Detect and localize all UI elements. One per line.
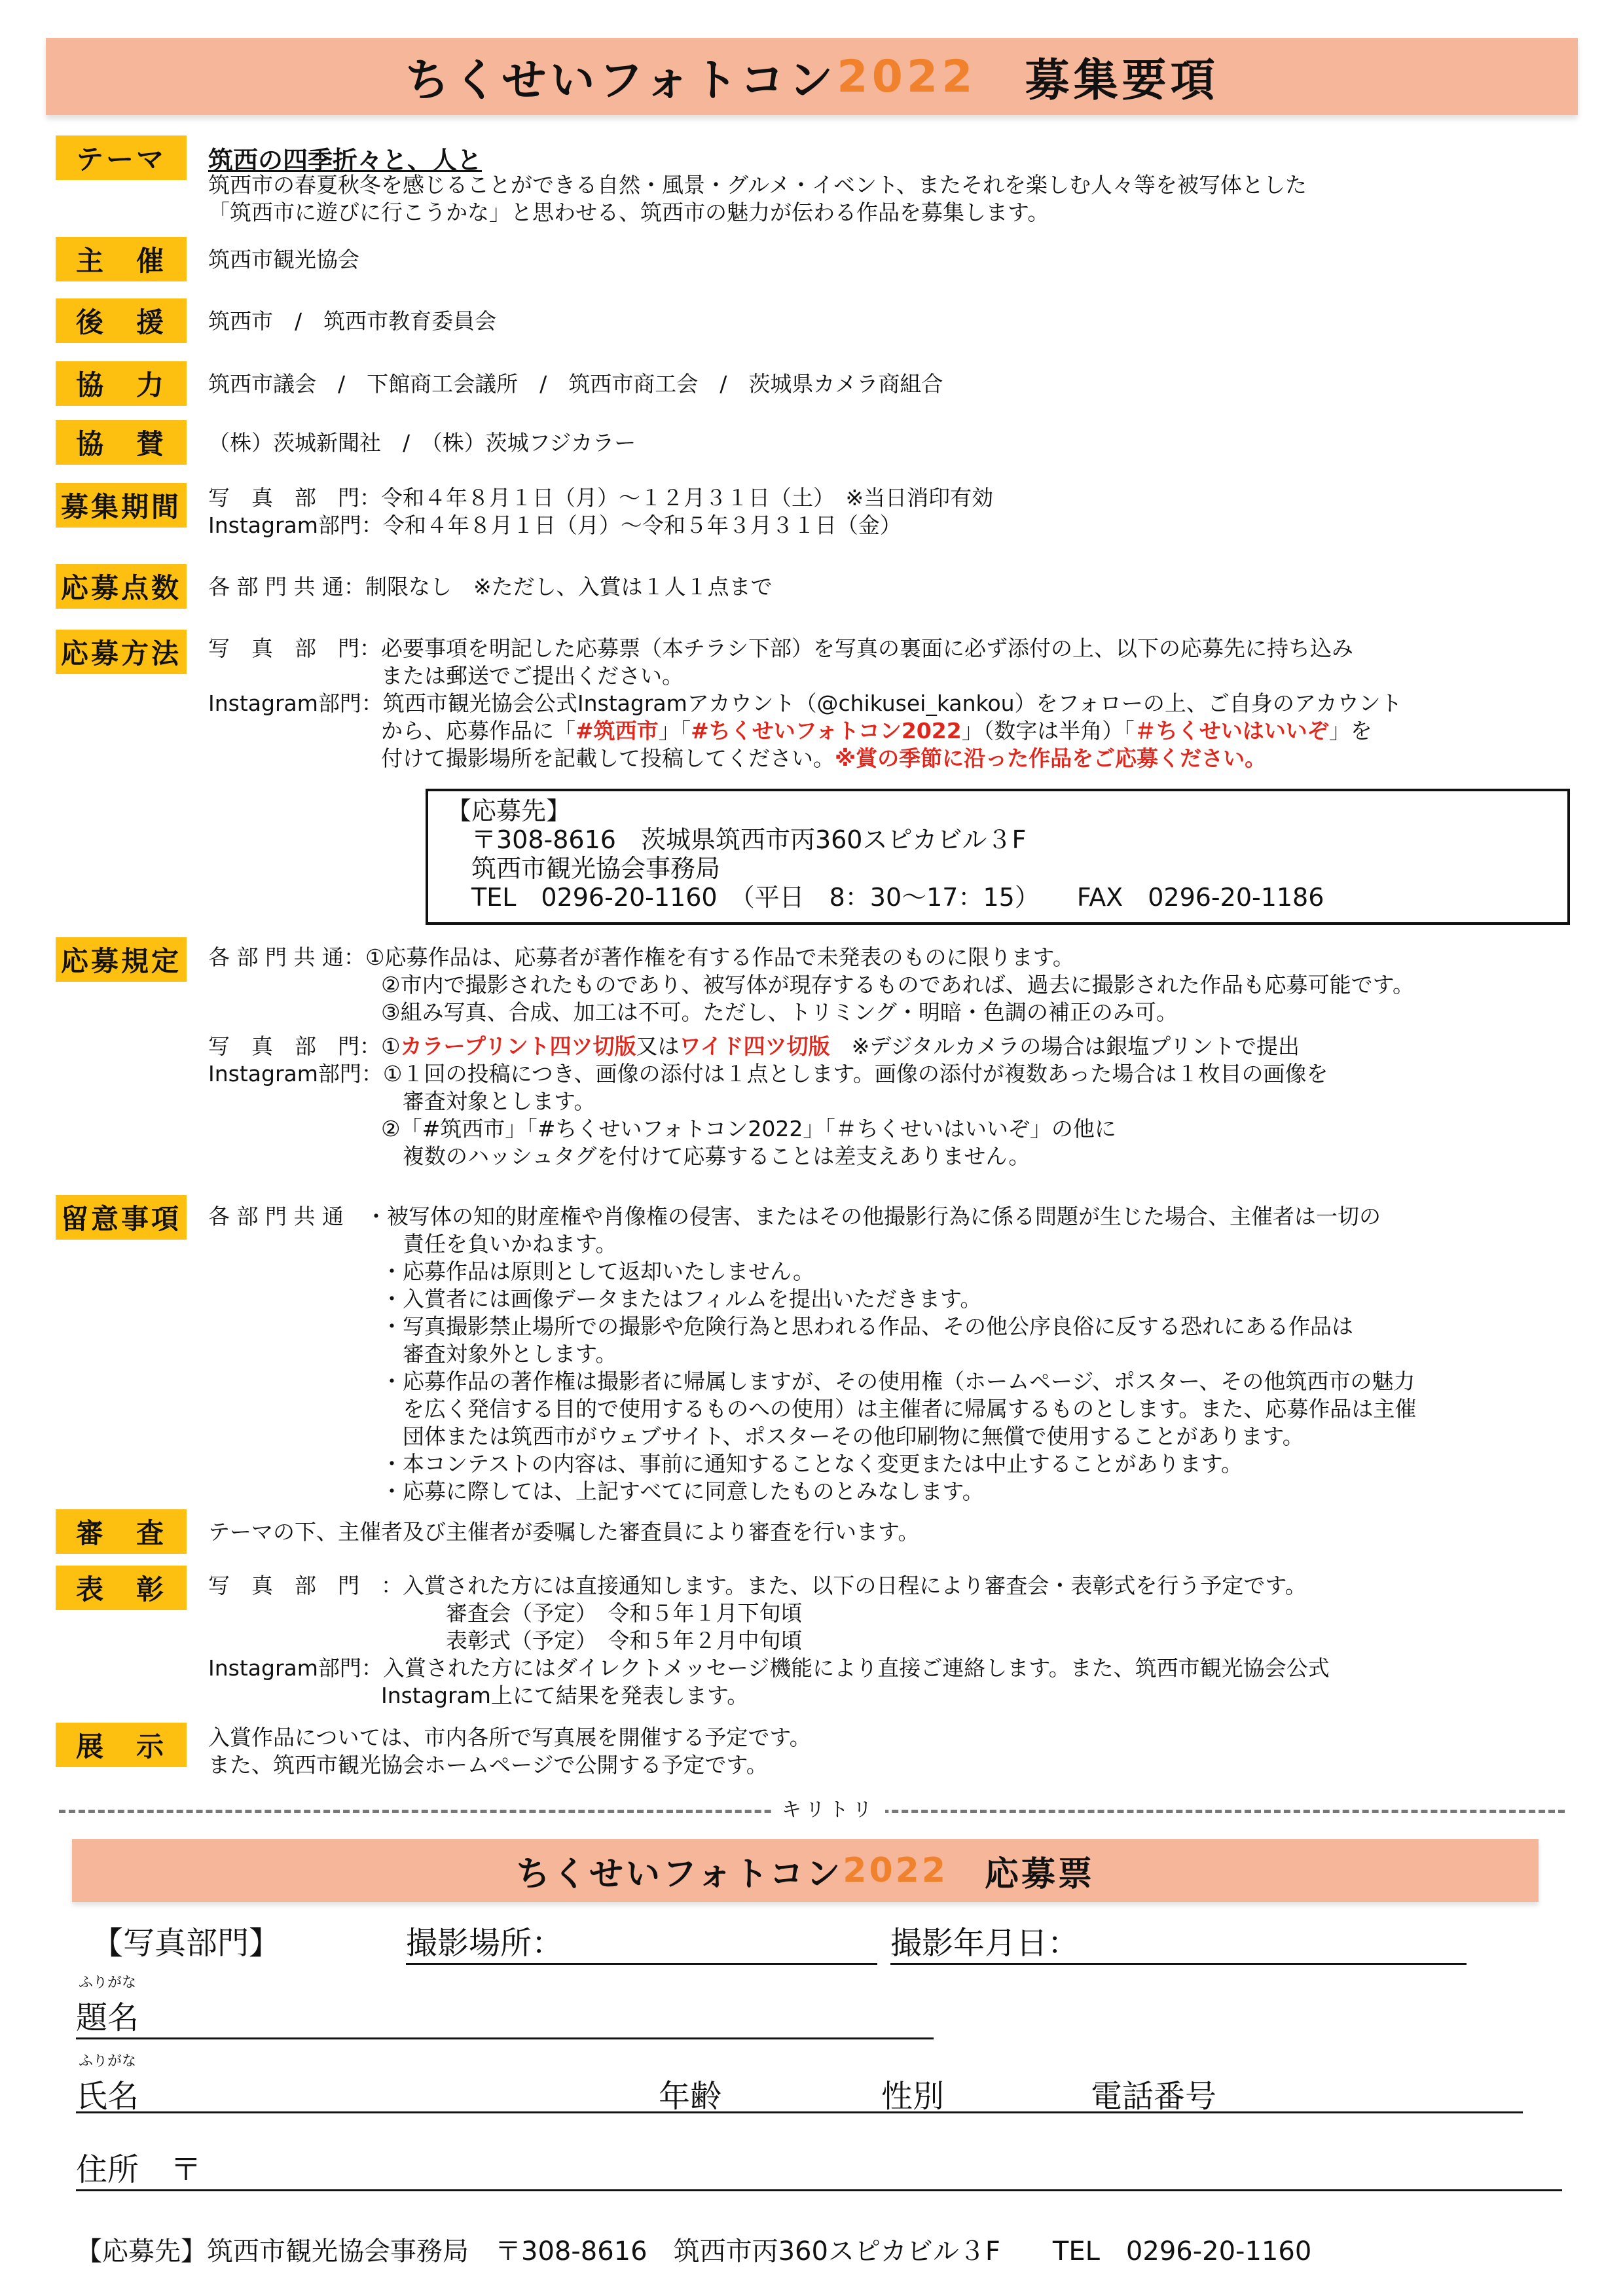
label-judging: 審 査 xyxy=(56,1509,187,1554)
theme-body: 筑西市の春夏秋冬を感じることができる自然・風景・グルメ・イベント、またそれを楽しむ人々等を被写体とした 「筑西市に遊びに行こうかな」と思わせる、筑西市の魅力が伝わる作品を募集します。 xyxy=(208,172,1307,225)
address-box xyxy=(426,789,1570,925)
label-organizer: 主 催 xyxy=(56,237,187,281)
rules-common: 各 部 門 共 通：①応募作品は、応募者が著作権を有する作品で未発表のものに限ります。 ②市内で撮影されたものであり、被写体が現存するものであれば、過去に撮影された作品も応募可能です。 ③組み写真、合成、加工は不可。ただし、トリミング・明暗・色調の補正のみ可。 xyxy=(208,944,1414,1025)
period-body: 写 真 部 門：令和４年８月１日（月）～１２月３１日（土） ※当日消印有効 Instagram部門：令和４年８月１日（月）～令和５年３月３１日（金） xyxy=(208,485,994,538)
exhibit-body: 入賞作品については、市内各所で写真展を開催する予定です。 また、筑西市観光協会ホームページで公開する予定です。 xyxy=(208,1725,811,1778)
method-photo: 写 真 部 門：必要事項を明記した応募票（本チラシ下部）を写真の裏面に必ず添付の上、以下の応募先に持ち込み または郵送でご提出ください。 xyxy=(208,636,1353,689)
method-insta-2: から、応募作品に「#筑西市」「#ちくせいフォトコン2022」（数字は半角）「＃ちくせいはいいぞ」を xyxy=(208,718,1372,744)
season-note: ※賞の季節に沿った作品をご応募ください。 xyxy=(835,745,1267,771)
label-period: 募集期間 xyxy=(56,483,187,528)
notes-body: 各 部 門 共 通 ・被写体の知的財産権や肖像権の侵害、またはその他撮影行為に係る問題が生じた場合、主催者は一切の 責任を負いかねます。 ・応募作品は原則として返却いたしません。 ・入賞者には画像データまたはフィルムを提出いただきます。 ・写真撮影禁止場所での撮影や危険行為と思われる作品、その他公序良俗に反する恐れにある作品は 審査対象外とします。 ・応募作品の著作権は撮影者に帰属しますが、その使用権（ホームページ、ポスター、その他筑西市の魅力 を広く発信する目的で使用するものへの使用）は主催者に帰属するものとします。また、応募作品は主催 団体または筑西市がウェブサイト、ポスターその他印刷物に無償で使用することがあります。 ・本コンテストの内容は、事前に通知することなく変更または中止することがあります。 ・応募に際しては、上記すべてに同意したものとみなします。 xyxy=(208,1204,1417,1504)
form-title: ちくせいフォトコン 2022 応募票 xyxy=(72,1839,1539,1902)
label-theme: テーマ xyxy=(56,135,187,180)
label-notes: 留意事項 xyxy=(56,1195,187,1240)
support-body: 筑西市 / 筑西市教育委員会 xyxy=(208,308,497,334)
label-cooperation: 協 力 xyxy=(56,361,187,406)
name-field[interactable]: 氏名 年齢 性別 電話番号 xyxy=(76,2071,1523,2113)
form-footer: 【応募先】筑西市観光協会事務局 〒308-8616 筑西市丙360スピカビル３F TEL 0296-20-1160 xyxy=(76,2236,1312,2267)
hashtag-photocon: #ちくせいフォトコン2022 xyxy=(691,718,962,744)
count-body: 各 部 門 共 通：制限なし ※ただし、入賞は１人１点まで xyxy=(208,574,773,600)
sponsor-body: （株）茨城新聞社 / （株）茨城フジカラー xyxy=(208,430,636,456)
furigana-title: ふりがな xyxy=(79,1975,137,1991)
sex-field: 性別 xyxy=(881,2078,945,2115)
label-support: 後 援 xyxy=(56,298,187,343)
label-method: 応募方法 xyxy=(56,630,187,674)
method-insta-1: Instagram部門：筑西市観光協会公式Instagramアカウント（@chikusei_kankou）をフォローの上、ご自身のアカウント xyxy=(208,691,1402,716)
cooperation-body: 筑西市議会 / 下館商工会議所 / 筑西市商工会 / 茨城県カメラ商組合 xyxy=(208,371,943,397)
hashtag-iizo: ＃ちくせいはいいぞ xyxy=(1134,718,1329,744)
method-insta-3: 付けて撮影場所を記載して投稿してください。※賞の季節に沿った作品をご応募ください。 xyxy=(208,745,1267,771)
cut-label: キリトリ xyxy=(773,1793,885,1822)
organizer-body: 筑西市観光協会 xyxy=(208,247,359,272)
label-count: 応募点数 xyxy=(56,564,187,609)
label-sponsor: 協 賛 xyxy=(56,420,187,465)
form-section: 【写真部門】 xyxy=(92,1925,281,1962)
judging-body: テーマの下、主催者及び主催者が委嘱した審査員により審査を行います。 xyxy=(208,1519,920,1545)
label-exhibit: 展 示 xyxy=(56,1723,187,1767)
date-field[interactable]: 撮影年月日： xyxy=(890,1918,1467,1965)
address-box-text: 【応募先】 〒308-8616 茨城県筑西市丙360スピカビル３F 筑西市観光協会事務局 TEL 0296-20-1160 （平日 8：30～17：15） FAX 0296-20-1186 xyxy=(447,797,1324,912)
label-rules: 応募規定 xyxy=(56,937,187,982)
hashtag-chikusei: #筑西市 xyxy=(575,718,659,744)
rules-insta: Instagram部門：①１回の投稿につき、画像の添付は１点とします。画像の添付が複数あった場合は１枚目の画像を 審査対象とします。 ②「#筑西市」「#ちくせいフォトコン2022」「＃ちくせいはいいぞ」の他に 複数のハッシュタグを付けて応募することは差支えありません。 xyxy=(208,1061,1328,1169)
furigana-name: ふりがな xyxy=(79,2053,137,2070)
title-field[interactable]: 題名 xyxy=(76,1992,934,2039)
rules-photo: 写 真 部 門：①カラープリント四ツ切版又はワイド四ツ切版 ※デジタルカメラの場合は銀塩プリントで提出 xyxy=(208,1033,1300,1059)
label-award: 表 彰 xyxy=(56,1566,187,1610)
award-body: 写 真 部 門 ：入賞された方には直接通知します。また、以下の日程により審査会・表彰式を行う予定です。 審査会（予定） 令和５年１月下旬頃 表彰式（予定） 令和５年２月中旬頃 Instagram部門：入賞された方にはダイレクトメッセージ機能により直接ご連絡します。また、筑西市観光協会公式 Instagram上にて結果を発表します。 xyxy=(208,1573,1330,1708)
address-field[interactable]: 住所 〒 xyxy=(76,2144,1562,2191)
page-title: ちくせいフォトコン 2022 募集要項 xyxy=(46,38,1578,115)
place-field[interactable]: 撮影場所： xyxy=(406,1918,877,1965)
theme-heading: 筑西の四季折々と、人と xyxy=(208,146,483,175)
age-field: 年齢 xyxy=(659,2078,722,2115)
phone-field: 電話番号 xyxy=(1091,2078,1217,2115)
